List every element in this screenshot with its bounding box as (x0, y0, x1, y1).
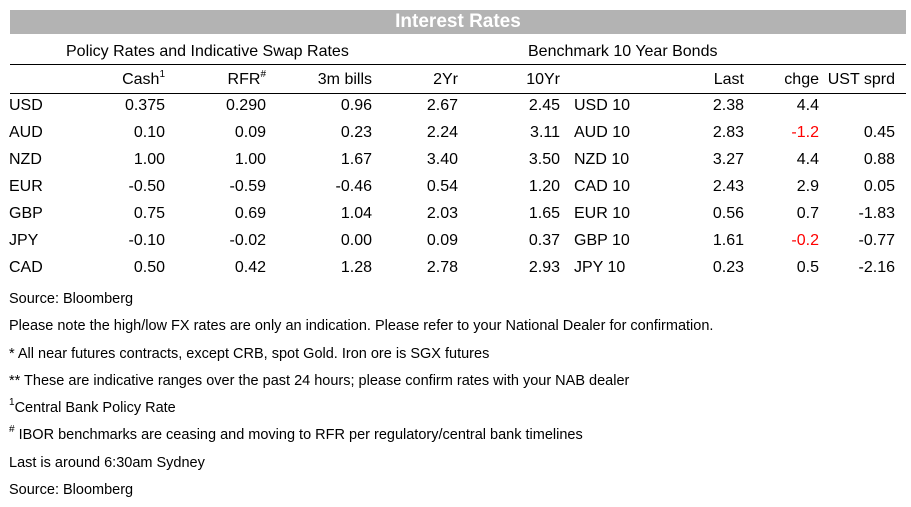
bond-group-label: Benchmark 10 Year Bonds (528, 43, 718, 60)
header-rule-top (10, 64, 906, 65)
table-row (0, 119, 911, 146)
currency-cell: NZD (9, 150, 42, 168)
ranges-note: ** These are indicative ranges over the past 24 hours; please confirm rates with your NAB dealer (9, 372, 630, 389)
currency-cell: USD (9, 96, 43, 114)
rfr-cell: -0.59 (229, 177, 266, 195)
bond-name-cell: EUR 10 (574, 204, 631, 222)
currency-cell: GBP (9, 204, 43, 222)
col-2yr: 2Yr (433, 71, 458, 88)
col-ust-sprd: UST sprd (827, 71, 895, 88)
rates-table (0, 68, 911, 281)
bond-name-cell: USD 10 (574, 96, 631, 114)
table-row (0, 92, 911, 119)
ust-sprd-cell (819, 92, 895, 119)
bond-name-cell: GBP 10 (574, 231, 630, 249)
bills-cell: 1.67 (340, 150, 372, 168)
notes (9, 289, 713, 507)
rfr-cell: 0.290 (225, 96, 266, 114)
table-row (0, 200, 911, 227)
bills-cell: -0.46 (335, 177, 372, 195)
last-time-note: Last is around 6:30am Sydney (9, 454, 205, 471)
bond-name-cell: CAD 10 (574, 177, 631, 195)
page-title: Interest Rates (395, 11, 521, 32)
ust-sprd-cell: -0.77 (858, 231, 895, 249)
cash-cell: 0.10 (133, 123, 165, 141)
y2-cell: 3.40 (426, 150, 458, 168)
currency-cell: EUR (9, 177, 43, 195)
ibor-note: # IBOR benchmarks are ceasing and moving to RFR per regulatory/central bank timelines (9, 424, 583, 444)
y10-cell: 2.93 (528, 258, 560, 276)
cash-cell: 1.00 (133, 150, 165, 168)
policy-group-label: Policy Rates and Indicative Swap Rates (66, 43, 349, 60)
ust-sprd-cell: -1.83 (858, 204, 895, 222)
y10-cell: 3.50 (528, 150, 560, 168)
ust-sprd-cell: 0.88 (863, 150, 895, 168)
table-row (0, 173, 911, 200)
ust-sprd-cell: 0.05 (863, 177, 895, 195)
last-cell: 1.61 (712, 231, 744, 249)
chge-cell: -1.2 (791, 123, 819, 141)
bills-cell: 1.28 (340, 258, 372, 276)
last-cell: 2.38 (712, 96, 744, 114)
chge-cell: 0.5 (796, 258, 819, 276)
y10-cell: 1.20 (528, 177, 560, 195)
cash-cell: 0.75 (133, 204, 165, 222)
bond-name-cell: JPY 10 (574, 258, 626, 276)
col-rfr: RFR# (227, 69, 266, 88)
chge-cell: 0.7 (796, 204, 819, 222)
y10-cell: 0.37 (528, 231, 560, 249)
cash-cell: -0.10 (128, 231, 165, 249)
currency-cell: CAD (9, 258, 43, 276)
table-row (0, 254, 911, 281)
ust-sprd-cell: -2.16 (858, 258, 895, 276)
bills-cell: 0.96 (340, 96, 372, 114)
table-row (0, 146, 911, 173)
table-row (0, 227, 911, 254)
y2-cell: 0.09 (426, 231, 458, 249)
column-header-row (0, 68, 911, 92)
bond-name-cell: NZD 10 (574, 150, 630, 168)
chge-cell: -0.2 (791, 231, 819, 249)
rfr-cell: 1.00 (234, 150, 266, 168)
chge-cell: 4.4 (796, 150, 819, 168)
bills-cell: 0.23 (340, 123, 372, 141)
rfr-cell: -0.02 (229, 231, 266, 249)
last-cell: 2.43 (712, 177, 744, 195)
col-last: Last (713, 71, 744, 88)
col-cash: Cash$^1$ (122, 69, 165, 88)
cash-cell: -0.50 (128, 177, 165, 195)
title-bar (10, 10, 906, 34)
y2-cell: 2.78 (426, 258, 458, 276)
last-cell: 2.83 (712, 123, 744, 141)
y10-cell: 1.65 (528, 204, 560, 222)
bills-cell: 0.00 (340, 231, 372, 249)
y2-cell: 2.24 (426, 123, 458, 141)
col-10yr: 10Yr (526, 71, 560, 88)
futures-note: * All near futures contracts, except CRB, spot Gold. Iron ore is SGX futures (9, 345, 490, 362)
fx-disclaimer: Please note the high/low FX rates are only an indication. Please refer to your National Dealer for confirmation. (9, 318, 714, 335)
rfr-cell: 0.42 (234, 258, 266, 276)
central-bank-note: $^1$Central Bank Policy Rate (9, 397, 176, 417)
last-cell: 0.23 (712, 258, 744, 276)
bills-cell: 1.04 (340, 204, 372, 222)
chge-cell: 4.4 (796, 96, 819, 114)
y10-cell: 3.11 (530, 123, 560, 141)
bond-name-cell: AUD 10 (574, 123, 631, 141)
ust-sprd-cell: 0.45 (863, 123, 895, 141)
chge-cell: 2.9 (796, 177, 819, 195)
cash-cell: 0.375 (124, 96, 165, 114)
source-note-2: Source: Bloomberg (9, 482, 134, 499)
last-cell: 0.56 (712, 204, 744, 222)
last-cell: 3.27 (712, 150, 744, 168)
rfr-cell: 0.09 (234, 123, 266, 141)
col-chge: chge (784, 71, 819, 88)
source-note: Source: Bloomberg (9, 291, 134, 307)
currency-cell: AUD (9, 123, 43, 141)
y2-cell: 2.03 (426, 204, 458, 222)
currency-cell: JPY (9, 231, 39, 249)
cash-cell: 0.50 (133, 258, 165, 276)
col-3m-bills: 3m bills (317, 71, 372, 88)
y10-cell: 2.45 (528, 96, 560, 114)
y2-cell: 2.67 (426, 96, 458, 114)
y2-cell: 0.54 (426, 177, 458, 195)
rfr-cell: 0.69 (234, 204, 266, 222)
